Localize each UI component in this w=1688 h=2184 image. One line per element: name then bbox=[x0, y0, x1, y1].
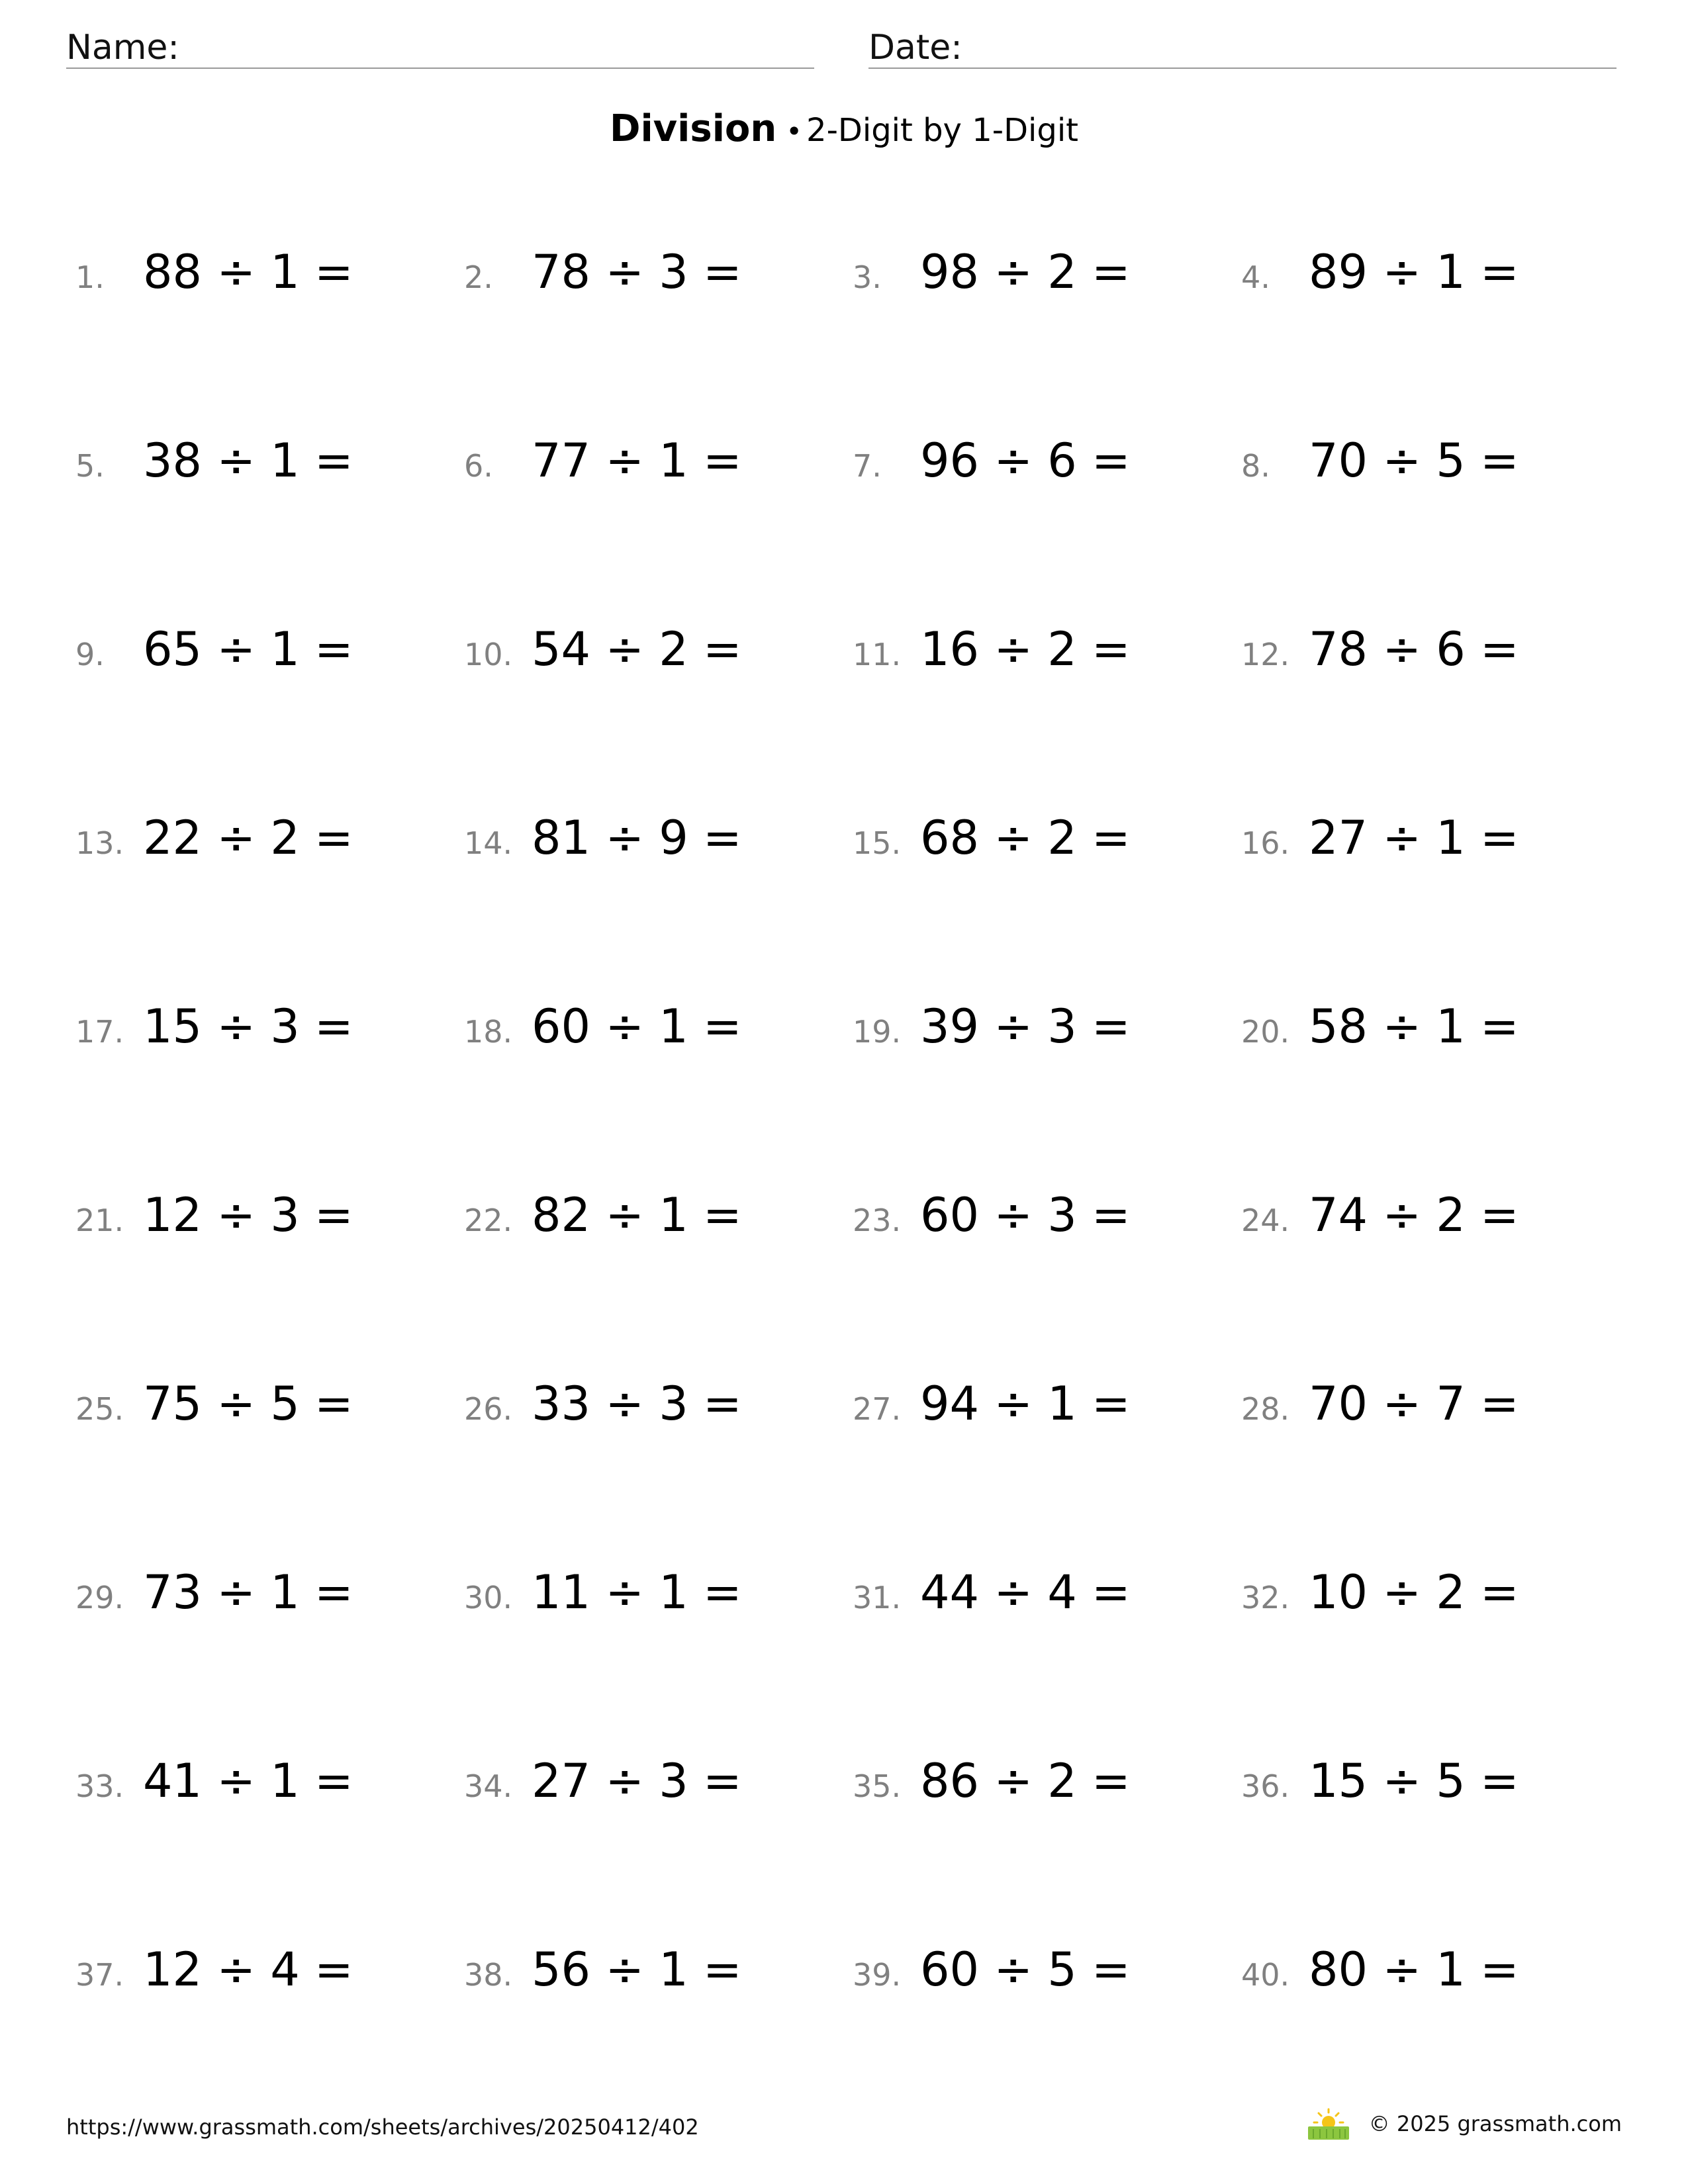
problem-expression: 94 ÷ 1 = bbox=[920, 1377, 1131, 1431]
problem-item bbox=[853, 622, 1241, 682]
problem-number: 30. bbox=[464, 1580, 513, 1615]
problem-expression: 44 ÷ 4 = bbox=[920, 1565, 1131, 1619]
problem-expression: 88 ÷ 1 = bbox=[143, 245, 353, 299]
problem-item bbox=[1241, 1565, 1630, 1625]
problem-number: 35. bbox=[853, 1768, 902, 1804]
problem-number: 5. bbox=[75, 448, 105, 484]
problem-expression: 12 ÷ 4 = bbox=[143, 1942, 353, 1997]
problem-item bbox=[464, 1754, 853, 1813]
problem-expression: 70 ÷ 7 = bbox=[1309, 1377, 1519, 1431]
problem-number: 28. bbox=[1241, 1391, 1290, 1427]
problem-item bbox=[853, 1377, 1241, 1436]
problem-number: 38. bbox=[464, 1957, 513, 1993]
problem-item bbox=[853, 433, 1241, 493]
problem-item bbox=[75, 811, 464, 870]
problem-expression: 60 ÷ 5 = bbox=[920, 1942, 1131, 1997]
problem-item bbox=[853, 1942, 1241, 2002]
problem-number: 22. bbox=[464, 1203, 513, 1238]
problem-number: 39. bbox=[853, 1957, 902, 1993]
problem-expression: 96 ÷ 6 = bbox=[920, 433, 1131, 488]
problem-expression: 27 ÷ 3 = bbox=[532, 1754, 742, 1808]
problem-number: 3. bbox=[853, 259, 882, 295]
problem-number: 34. bbox=[464, 1768, 513, 1804]
title-main: Division bbox=[610, 107, 777, 150]
problem-number: 12. bbox=[1241, 637, 1290, 672]
problem-expression: 89 ÷ 1 = bbox=[1309, 245, 1519, 299]
problem-number: 17. bbox=[75, 1014, 124, 1050]
problem-number: 18. bbox=[464, 1014, 513, 1050]
problem-item bbox=[75, 622, 464, 682]
problem-expression: 38 ÷ 1 = bbox=[143, 433, 353, 488]
problem-number: 27. bbox=[853, 1391, 902, 1427]
problem-expression: 56 ÷ 1 = bbox=[532, 1942, 742, 1997]
problem-item bbox=[1241, 999, 1630, 1059]
problem-number: 29. bbox=[75, 1580, 124, 1615]
problem-number: 32. bbox=[1241, 1580, 1290, 1615]
problem-item bbox=[75, 999, 464, 1059]
problem-item bbox=[75, 245, 464, 304]
problem-expression: 10 ÷ 2 = bbox=[1309, 1565, 1519, 1619]
date-field[interactable] bbox=[868, 24, 1617, 69]
problem-item bbox=[75, 1942, 464, 2002]
problem-expression: 65 ÷ 1 = bbox=[143, 622, 353, 676]
problem-number: 19. bbox=[853, 1014, 902, 1050]
problem-item bbox=[464, 622, 853, 682]
problem-expression: 27 ÷ 1 = bbox=[1309, 811, 1519, 865]
problem-item bbox=[853, 811, 1241, 870]
problem-number: 6. bbox=[464, 448, 493, 484]
problem-item bbox=[1241, 811, 1630, 870]
problem-expression: 11 ÷ 1 = bbox=[532, 1565, 742, 1619]
problem-expression: 33 ÷ 3 = bbox=[532, 1377, 742, 1431]
problem-expression: 82 ÷ 1 = bbox=[532, 1188, 742, 1242]
sun-over-grass-icon bbox=[1305, 2107, 1352, 2141]
problem-item bbox=[464, 1188, 853, 1248]
footer-url: https://www.grassmath.com/sheets/archives/20250412/402 bbox=[66, 2115, 699, 2140]
problem-number: 13. bbox=[75, 825, 124, 861]
problem-item bbox=[1241, 1942, 1630, 2002]
problem-expression: 70 ÷ 5 = bbox=[1309, 433, 1519, 488]
worksheet-title bbox=[0, 106, 1688, 155]
problem-number: 15. bbox=[853, 825, 902, 861]
date-label: Date: bbox=[868, 28, 962, 68]
problem-expression: 58 ÷ 1 = bbox=[1309, 999, 1519, 1054]
problem-number: 21. bbox=[75, 1203, 124, 1238]
problem-item bbox=[464, 245, 853, 304]
problem-expression: 77 ÷ 1 = bbox=[532, 433, 742, 488]
problem-number: 16. bbox=[1241, 825, 1290, 861]
problem-item bbox=[853, 999, 1241, 1059]
problem-expression: 12 ÷ 3 = bbox=[143, 1188, 353, 1242]
problem-number: 40. bbox=[1241, 1957, 1290, 1993]
problem-number: 33. bbox=[75, 1768, 124, 1804]
problem-item bbox=[1241, 1188, 1630, 1248]
problem-number: 2. bbox=[464, 259, 493, 295]
problem-number: 25. bbox=[75, 1391, 124, 1427]
problem-expression: 60 ÷ 1 = bbox=[532, 999, 742, 1054]
problem-number: 31. bbox=[853, 1580, 902, 1615]
problem-number: 23. bbox=[853, 1203, 902, 1238]
problem-number: 26. bbox=[464, 1391, 513, 1427]
problem-item bbox=[464, 999, 853, 1059]
problem-item bbox=[1241, 1377, 1630, 1436]
problem-number: 14. bbox=[464, 825, 513, 861]
problem-expression: 73 ÷ 1 = bbox=[143, 1565, 353, 1619]
problem-grid bbox=[75, 245, 1624, 2131]
problem-expression: 98 ÷ 2 = bbox=[920, 245, 1131, 299]
problem-item bbox=[75, 1565, 464, 1625]
problem-item bbox=[464, 811, 853, 870]
problem-number: 37. bbox=[75, 1957, 124, 1993]
problem-item bbox=[853, 1565, 1241, 1625]
problem-item bbox=[75, 1377, 464, 1436]
problem-number: 10. bbox=[464, 637, 513, 672]
problem-item bbox=[853, 245, 1241, 304]
problem-number: 4. bbox=[1241, 259, 1270, 295]
problem-item bbox=[1241, 622, 1630, 682]
problem-number: 20. bbox=[1241, 1014, 1290, 1050]
problem-expression: 74 ÷ 2 = bbox=[1309, 1188, 1519, 1242]
problem-item bbox=[75, 433, 464, 493]
problem-expression: 80 ÷ 1 = bbox=[1309, 1942, 1519, 1997]
problem-expression: 54 ÷ 2 = bbox=[532, 622, 742, 676]
title-separator: • bbox=[786, 115, 803, 148]
problem-item bbox=[75, 1754, 464, 1813]
problem-number: 7. bbox=[853, 448, 882, 484]
problem-item bbox=[464, 1942, 853, 2002]
problem-expression: 78 ÷ 6 = bbox=[1309, 622, 1519, 676]
problem-item bbox=[464, 1565, 853, 1625]
problem-number: 24. bbox=[1241, 1203, 1290, 1238]
problem-expression: 86 ÷ 2 = bbox=[920, 1754, 1131, 1808]
problem-item bbox=[464, 1377, 853, 1436]
problem-expression: 22 ÷ 2 = bbox=[143, 811, 353, 865]
problem-number: 9. bbox=[75, 637, 105, 672]
problem-item bbox=[1241, 433, 1630, 493]
problem-item bbox=[464, 433, 853, 493]
problem-item bbox=[853, 1188, 1241, 1248]
problem-expression: 39 ÷ 3 = bbox=[920, 999, 1131, 1054]
problem-expression: 16 ÷ 2 = bbox=[920, 622, 1131, 676]
problem-number: 8. bbox=[1241, 448, 1270, 484]
problem-expression: 68 ÷ 2 = bbox=[920, 811, 1131, 865]
problem-expression: 15 ÷ 3 = bbox=[143, 999, 353, 1054]
footer-brand bbox=[1305, 2107, 1622, 2141]
problem-expression: 75 ÷ 5 = bbox=[143, 1377, 353, 1431]
problem-item bbox=[1241, 1754, 1630, 1813]
problem-expression: 15 ÷ 5 = bbox=[1309, 1754, 1519, 1808]
problem-item bbox=[853, 1754, 1241, 1813]
problem-number: 11. bbox=[853, 637, 902, 672]
problem-expression: 78 ÷ 3 = bbox=[532, 245, 742, 299]
problem-number: 36. bbox=[1241, 1768, 1290, 1804]
name-label: Name: bbox=[66, 28, 179, 68]
footer-copyright: © 2025 grassmath.com bbox=[1368, 2111, 1622, 2136]
name-field[interactable] bbox=[66, 24, 814, 69]
problem-number: 1. bbox=[75, 259, 105, 295]
problem-expression: 81 ÷ 9 = bbox=[532, 811, 742, 865]
title-subtitle: 2-Digit by 1-Digit bbox=[806, 112, 1078, 149]
problem-item bbox=[75, 1188, 464, 1248]
problem-expression: 60 ÷ 3 = bbox=[920, 1188, 1131, 1242]
problem-expression: 41 ÷ 1 = bbox=[143, 1754, 353, 1808]
problem-item bbox=[1241, 245, 1630, 304]
